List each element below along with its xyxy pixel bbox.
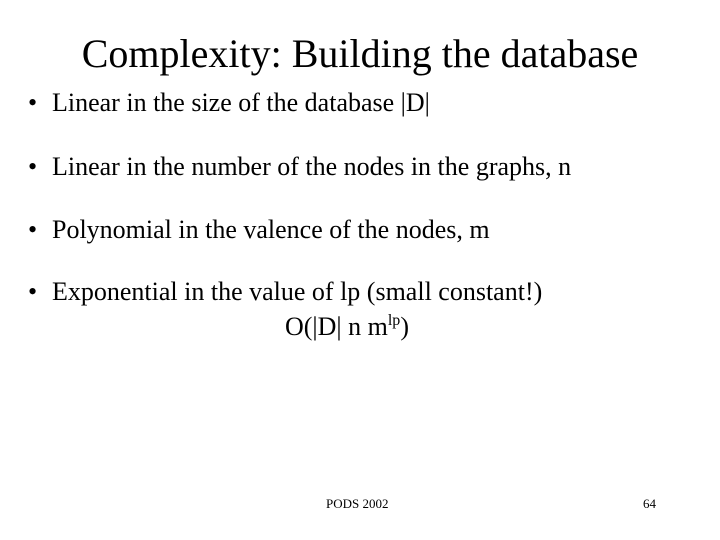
complexity-formula [285, 310, 409, 344]
footer-conference: PODS 2002 [326, 496, 389, 511]
formula-superscript: lp [387, 312, 401, 329]
formula-suffix: ) [400, 312, 409, 341]
bullet-text: Exponential in the value of lp (small constant!) [52, 277, 543, 306]
slide-title: Complexity: Building the database [81, 31, 639, 76]
bullet-text: Linear in the number of the nodes in the graphs, n [52, 152, 572, 181]
page-number: 64 [643, 496, 656, 511]
bullet-item-4 [28, 277, 542, 307]
bullet-text: Polynomial in the valence of the nodes, m [52, 215, 490, 244]
bullet-item-3 [28, 215, 490, 245]
bullet-symbol: • [28, 277, 38, 306]
bullet-item-1 [28, 88, 430, 118]
bullet-text: Linear in the size of the database |D| [52, 88, 430, 117]
bullet-symbol: • [28, 215, 38, 244]
bullet-item-2 [28, 152, 571, 182]
bullet-symbol: • [28, 152, 38, 181]
bullet-symbol: • [28, 88, 38, 117]
formula-prefix: O(|D| n m [285, 312, 388, 341]
